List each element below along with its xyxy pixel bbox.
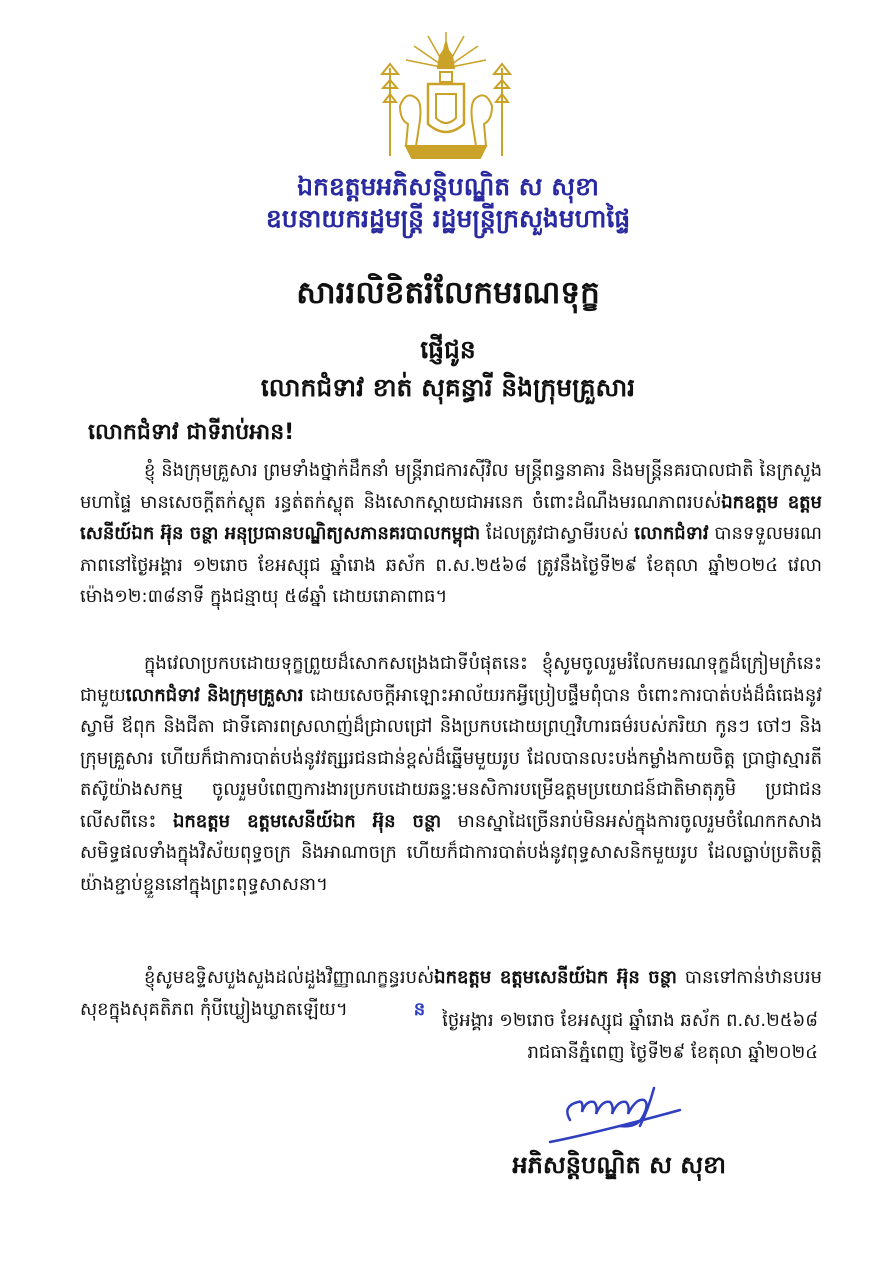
p1-text-a: ខ្ញុំ និងក្រុមគ្រួសារ ព្រមទាំងថ្នាក់ដឹកនាំ មន្ត្រីរាជការស៊ីវិល មន្ត្រីពន្ធនាគារ និងមន្ត្រីនគរបាលជាតិ នៃក្រសួងមហាផ្ទៃ មានសេចក្តីតក់ស្លុត រន្ធត់តក់ស្លុត និងសោកស្តាយជាអនេក ចំពោះដំណឹងមរណភាពរបស់ (80, 460, 822, 513)
sent-to-label: ផ្ញើជូន (420, 335, 476, 364)
p3-text-a: ខ្ញុំសូមឧទ្ទិសបួងសួងដល់ដួងវិញ្ញាណក្ខន្ធរបស់ (144, 967, 435, 988)
p1-bold-deceased: ឯកឧត្តម ឧត្តមសេនីយ៍ឯក អ៊ុន ចន្ថា អនុប្រធានបណ្ឌិត្យសភានគរបាលកម្ពុជា (80, 491, 822, 544)
p2-text-c: ដោយសេចក្តីអាឡោះអាល័យរកអ្វីប្រៀបផ្ទឹមពុំបាន ចំពោះការបាត់បង់ដ៏ធំធេងនូវស្វាមី ឪពុក និងជីតា ជាទីគោរពស្រលាញ់ដ៏ជ្រាលជ្រៅ និងប្រកបដោយព្រហ្មវិហារធម៌របស់ភរិយា កូនៗ ចៅៗ និងក្រុមគ្រួសារ ហើយក៏ជាការបាត់បង់នូវវត្ស្សរជនជាន់ខ្ពស់ដ៏ឆ្នើមមួយរូប ដែលបានលះបង់កម្លាំងកាយចិត្ត ប្រាជ្ញាស្មារតី តស៊ូយ៉ាងសកម្ម ចូលរួមបំពេញការងារប្រកបដោយឆន្ទៈមនសិការបម្រើឧត្តមប្រយោជន៍ជាតិមាតុភូមិ ប្រជាជន លើសពីនេះ (80, 684, 822, 832)
p1-bold-widow: លោកជំទាវ (634, 523, 709, 544)
p2-text-e: មានស្នាដៃច្រើនរាប់មិនអស់ក្នុងការចូលរួមចំណែកកសាងសមិទ្ធផលទាំងក្នុងវិស័យពុទ្ធចក្រ និងអាណាចក្រ ហើយក៏ជាការបាត់បង់នូវពុទ្ធសាសនិកមួយរូប ដែលធ្លាប់ប្រតិបត្តិយ៉ាងខ្ជាប់ខ្ជួននៅក្នុងព្រះពុទ្ធសាសនា។ (80, 810, 823, 895)
place-and-date: រាជធានីភ្នំពេញ ថ្ងៃទី២៩ ខែតុលា ឆ្នាំ២០២៤ (527, 1042, 818, 1063)
lunar-date: ថ្ងៃអង្គារ ១២រោច ខែអស្សុជ ឆ្នាំរោង ឆស័ក ព.ស.២៥៦៨ (442, 1010, 818, 1031)
p3-bold-deceased: ឯកឧត្តម ឧត្តមសេនីយ៍ឯក អ៊ុន ចន្ថា (434, 967, 677, 988)
sender-name: ឯកឧត្តមអភិសន្តិបណ្ឌិត ស សុខា (297, 172, 599, 201)
p3-text-c: បានទៅកាន់ឋានបរមសុខក្នុងសុគតិភព កុំបីឃ្លៀងឃ្លាតឡើយ។ (80, 967, 822, 1020)
paragraph-1 (80, 455, 822, 613)
initial-mark: ន (413, 998, 426, 1020)
p1-text-e: បានទទួលមរណភាពនៅថ្ងៃអង្គារ ១២រោច ខែអស្សុជ ឆ្នាំរោង ឆស័ក ព.ស.២៥៦៨ ត្រូវនឹងថ្ងៃទី២៩ ខែតុលា ឆ្នាំ២០២៤ វេលាម៉ោង១២:៣៨នាទី ក្នុងជន្មាយុ ៥៨ឆ្នាំ ដោយរោគាពាធ។ (80, 523, 823, 607)
sender-title: ឧបនាយករដ្ឋមន្ត្រី រដ្ឋមន្ត្រីក្រសួងមហាផ្ទៃ (265, 204, 631, 233)
paragraph-2 (80, 648, 822, 900)
letter-title: សាររលិខិតរំលែកមរណទុក្ខ (296, 275, 600, 311)
signer-name: អភិសន្តិបណ្ឌិត ស សុខា (512, 1151, 726, 1179)
salutation: លោកជំទាវ ជាទីរាប់អាន! (88, 420, 295, 445)
p2-bold-family: លោកជំទាវ និងក្រុមគ្រួសារ (125, 684, 304, 706)
handwritten-signature-icon (540, 1080, 700, 1150)
recipient-name: លោកជំទាវ ខាត់ សុគន្ធារី និងក្រុមគ្រួសារ (260, 373, 636, 402)
royal-coat-of-arms-icon (376, 28, 516, 168)
p1-text-c: ដែលត្រូវជាស្វាមីរបស់ (480, 523, 635, 544)
p2-bold-deceased: ឯកឧត្តម ឧត្តមសេនីយ៍ឯក អ៊ុន ចន្ថា (172, 810, 442, 832)
p2-text-a: ក្នុងវេលាប្រកបដោយទុក្ខព្រួយដ៏សោកសង្រេងជាទីបំផុតនេះ ខ្ញុំសូមចូលរួមរំលែកមរណទុក្ខដ៏ក្រៀមក្រំនេះជាមួយ (80, 653, 822, 706)
